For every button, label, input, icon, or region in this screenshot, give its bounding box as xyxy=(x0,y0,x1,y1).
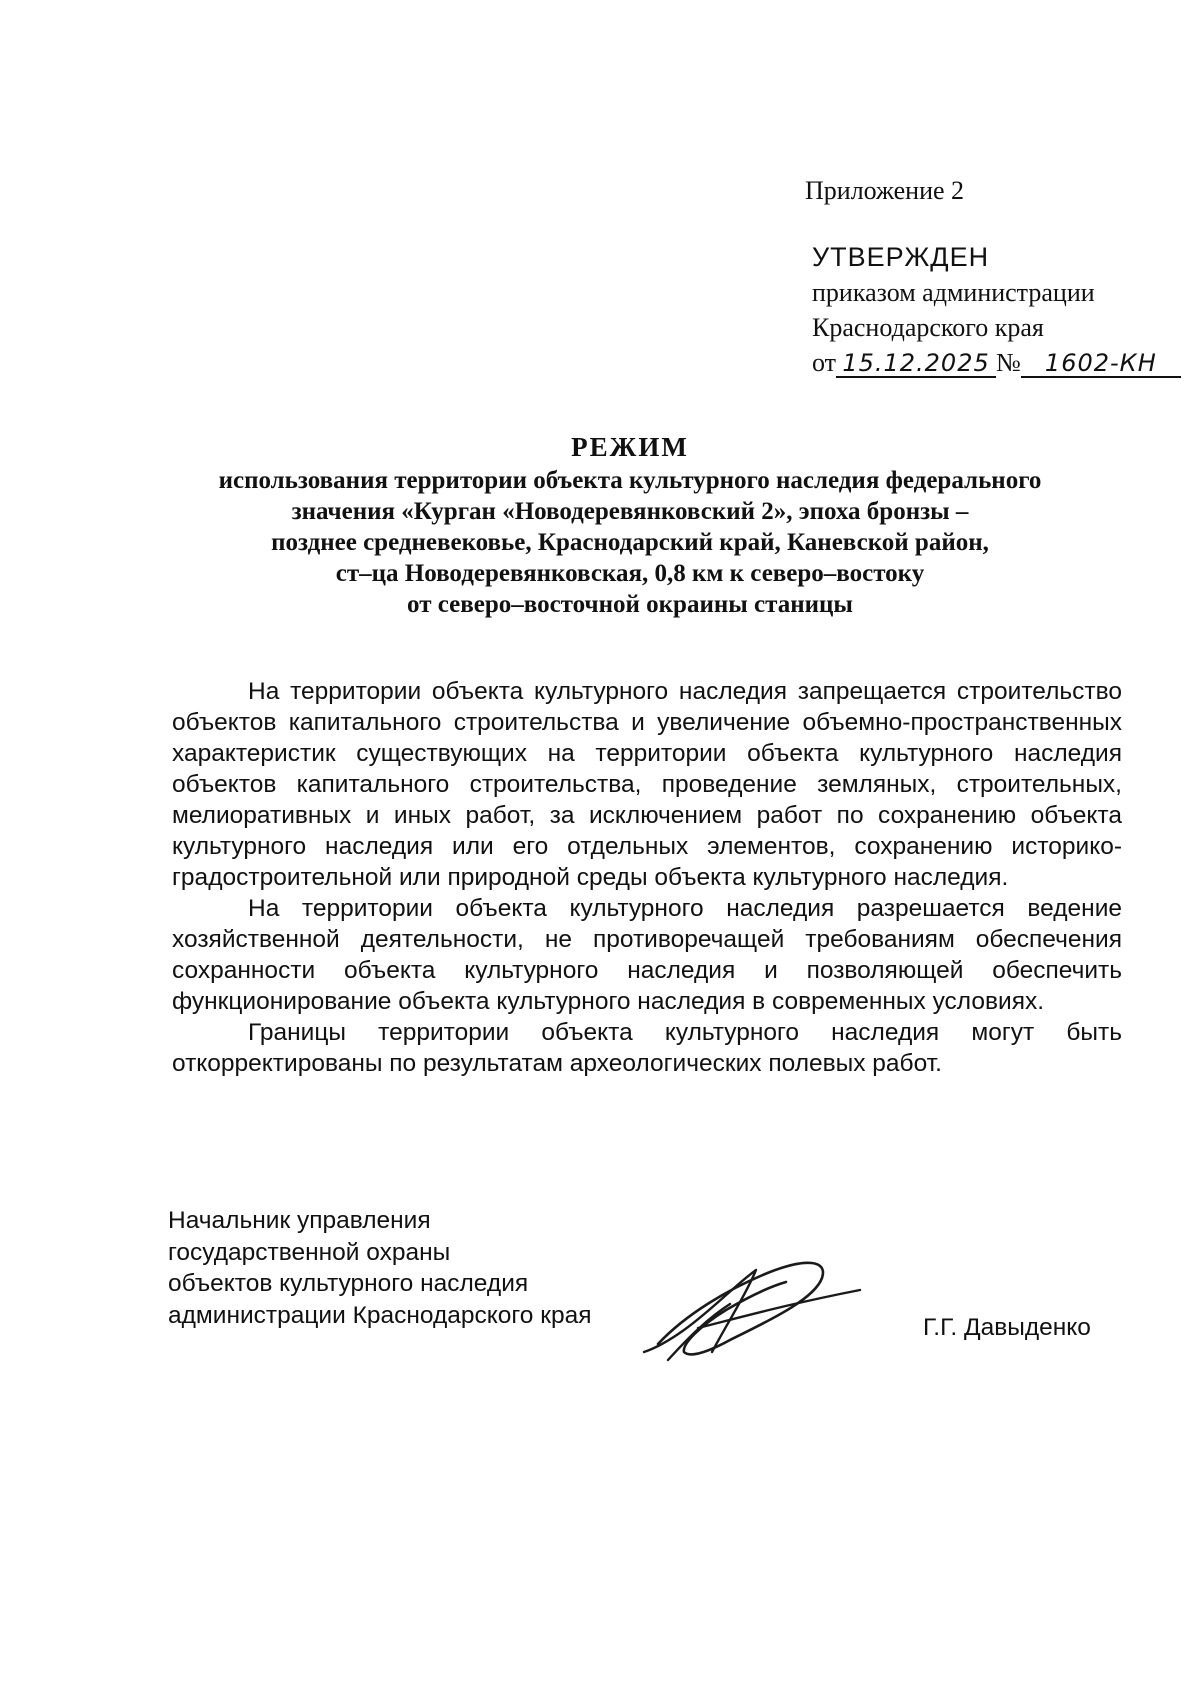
document-body xyxy=(172,676,1122,1079)
order-date-line xyxy=(812,345,1181,380)
date-prefix: от xyxy=(812,348,837,377)
signer-position-line: объектов культурного наследия xyxy=(168,1270,529,1297)
handwritten-signature xyxy=(638,1248,868,1368)
approved-line: приказом администрации xyxy=(812,278,1095,307)
body-paragraph: На территории объекта культурного наследия запрещается строительство объектов капитального строительства и увеличение объемно-пространственных характеристик существующих на территории объекта культурного наследия объектов капитального строительства, проведение земляных, строительных, мелиоративных и иных работ, за исключением работ по сохранению объекта культурного наследия или его отдельных элементов, сохранению историко-градостроительной или природной среды объекта культурного наследия. xyxy=(172,678,1122,891)
signer-position-line: Начальник управления xyxy=(168,1207,431,1234)
number-sign: № xyxy=(996,348,1021,377)
document-title xyxy=(150,432,1110,620)
signer-position-line: администрации Краснодарского края xyxy=(168,1301,592,1329)
appendix-label: Приложение 2 xyxy=(805,176,965,205)
body-paragraph: Границы территории объекта культурного наследия могут быть откорректированы по результатам археологических полевых работ. xyxy=(172,1019,1122,1077)
handwritten-order-number: 1602-КН xyxy=(1021,350,1181,378)
approved-title: УТВЕРЖДЕН xyxy=(812,242,990,272)
signer-position-line: государственной охраны xyxy=(168,1238,451,1266)
approval-block xyxy=(812,240,1181,380)
title-main: РЕЖИМ xyxy=(571,432,689,462)
title-line: значения «Курган «Новодеревянковский 2», эпоха бронзы – xyxy=(291,498,969,525)
body-paragraph: На территории объекта культурного наследия разрешается ведение хозяйственной деятельности, не противоречащей требованиям обеспечения сохранности объекта культурного наследия и позволяющей обеспечить функционирование объекта культурного наследия в современных условиях. xyxy=(172,895,1122,1015)
title-line: использования территории объекта культурного наследия федерального xyxy=(218,467,1042,494)
signer-name: Г.Г. Давыденко xyxy=(923,1314,1091,1341)
approved-line: Краснодарского края xyxy=(812,313,1044,342)
title-line: от северо–восточной окраины станицы xyxy=(407,591,853,618)
handwritten-date: 15.12.2025 xyxy=(836,350,996,378)
signer-position xyxy=(168,1205,591,1331)
title-line: позднее средневековье, Краснодарский край, Каневской район, xyxy=(271,529,989,556)
title-line: ст–ца Новодеревянковская, 0,8 км к северо–востоку xyxy=(335,560,925,587)
